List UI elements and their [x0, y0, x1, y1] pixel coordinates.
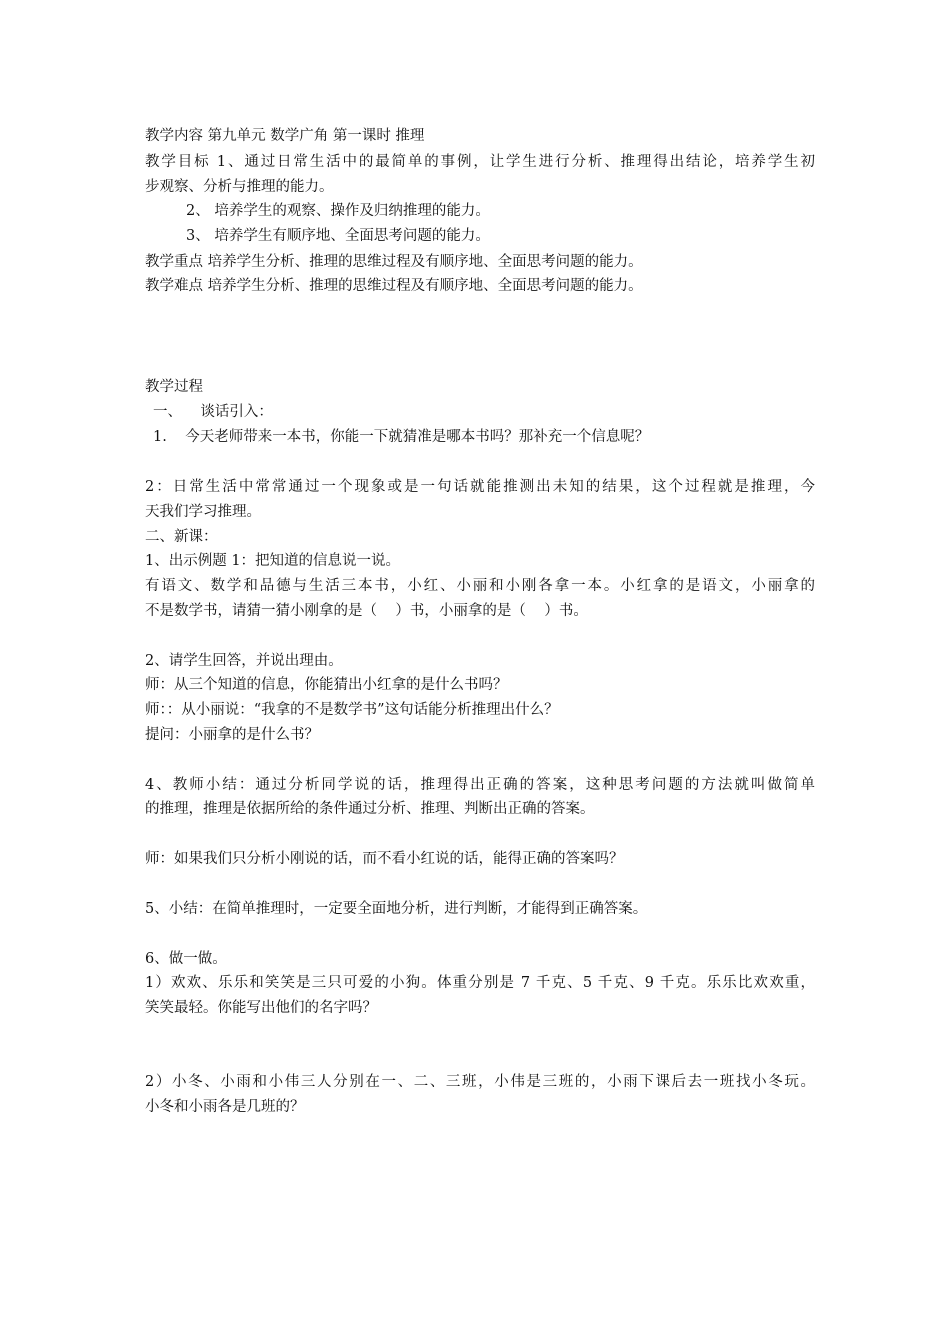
practice-1-line-1: 1）欢欢、乐乐和笑笑是三只可爱的小狗。体重分别是 7 千克、5 千克、9 千克。乐乐比欢欢重， — [145, 975, 815, 991]
question-1: 师：从三个知道的信息，你能猜出小红拿的是什么书吗？ — [145, 677, 508, 693]
intro-item-2-line-2: 天我们学习推理。 — [145, 504, 261, 520]
section-2-heading: 二、新课： — [145, 529, 218, 545]
example-1-line-1: 有语文、数学和品德与生活三本书，小红、小丽和小刚各拿一本。小红拿的是语文，小丽拿的 — [145, 578, 815, 594]
step-2: 2、请学生回答，并说出理由。 — [145, 653, 343, 669]
intro-item-1: 1. 今天老师带来一本书，你能一下就猜准是哪本书吗？那补充一个信息呢？ — [153, 429, 650, 445]
practice-title: 6、做一做。 — [145, 951, 227, 967]
teaching-content: 教学内容 第九单元 数学广角 第一课时 推理 — [145, 128, 425, 144]
section-1-heading: 一、 谈话引入： — [153, 404, 273, 420]
teaching-goal-line-2: 步观察、分析与推理的能力。 — [145, 179, 334, 195]
question-2: 师：：从小丽说：“我拿的不是数学书”这句话能分析推理出什么？ — [145, 702, 559, 718]
teaching-key-point: 教学重点 培养学生分析、推理的思维过程及有顺序地、全面思考问题的能力。 — [145, 254, 643, 270]
teaching-difficulty: 教学难点 培养学生分析、推理的思维过程及有顺序地、全面思考问题的能力。 — [145, 278, 643, 294]
process-title: 教学过程 — [145, 379, 203, 395]
teaching-goal-line-1: 教学目标 1、通过日常生活中的最简单的事例，让学生进行分析、推理得出结论，培养学生初 — [145, 154, 815, 170]
practice-2-line-1: 2）小冬、小雨和小伟三人分别在一、二、三班，小伟是三班的，小雨下课后去一班找小冬玩。 — [145, 1074, 815, 1090]
practice-2-line-2: 小冬和小雨各是几班的？ — [145, 1099, 305, 1115]
example-1-title: 1、出示例题 1：把知道的信息说一说。 — [145, 553, 401, 569]
teaching-goal-3: 3、 培养学生有顺序地、全面思考问题的能力。 — [186, 228, 490, 244]
conclusion: 5、小结：在简单推理时，一定要全面地分析，进行判断，才能得到正确答案。 — [145, 901, 648, 917]
intro-item-2-line-1: 2：日常生活中常常通过一个现象或是一句话就能推测出未知的结果，这个过程就是推理，今 — [145, 479, 815, 495]
question-3: 提问：小丽拿的是什么书？ — [145, 727, 319, 743]
example-1-line-2: 不是数学书，请猜一猜小刚拿的是（ ）书，小丽拿的是（ ）书。 — [145, 603, 588, 619]
teacher-summary-line-1: 4、教师小结：通过分析同学说的话，推理得出正确的答案，这种思考问题的方法就叫做简单 — [145, 777, 815, 793]
practice-1-line-2: 笑笑最轻。你能写出他们的名字吗？ — [145, 1000, 377, 1016]
teaching-goal-2: 2、 培养学生的观察、操作及归纳推理的能力。 — [186, 203, 490, 219]
question-4: 师：如果我们只分析小刚说的话，而不看小红说的话，能得正确的答案吗？ — [145, 851, 624, 867]
teacher-summary-line-2: 的推理，推理是依据所给的条件通过分析、推理、判断出正确的答案。 — [145, 801, 595, 817]
